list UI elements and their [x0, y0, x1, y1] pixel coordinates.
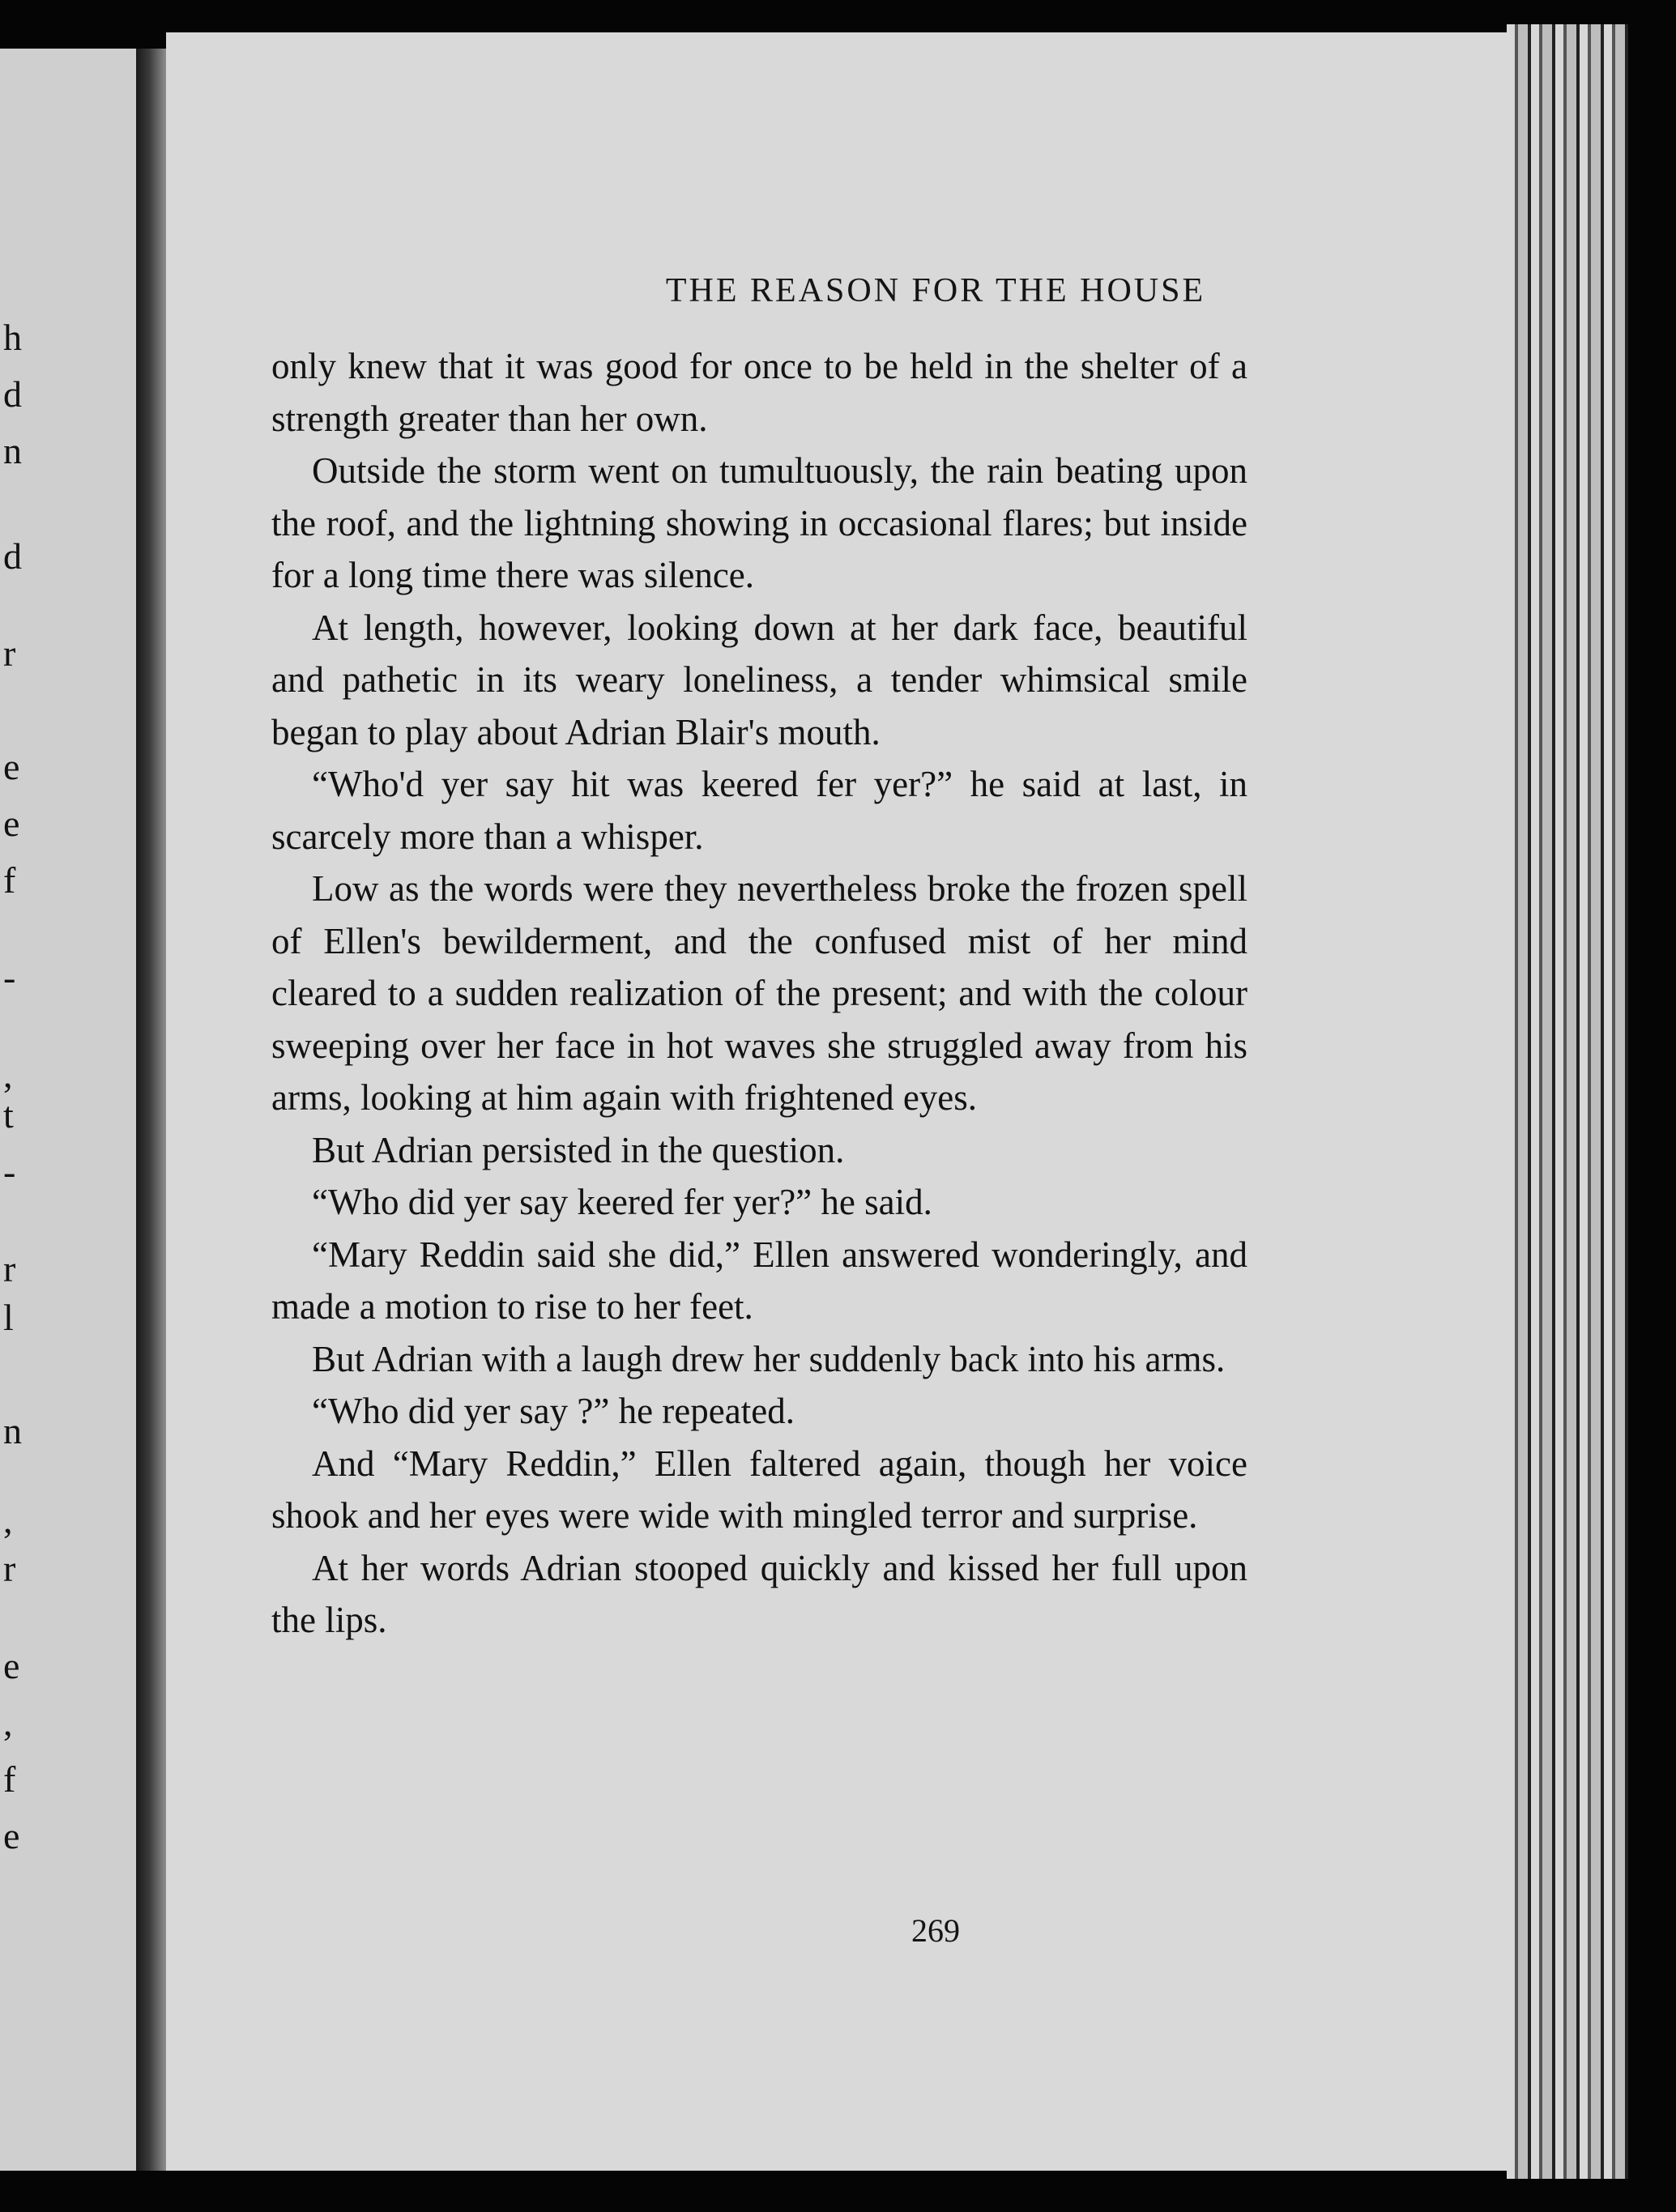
paragraph: And “Mary Reddin,” Ellen faltered again, though her voice shook and her eyes were wide with mingled terror and surprise.: [271, 1443, 1247, 1536]
facing-page-fragment: -: [3, 1151, 16, 1192]
facing-page-fragment: e: [3, 1815, 20, 1856]
book-page: [166, 32, 1511, 2171]
facing-page-fragment: e: [3, 803, 20, 844]
facing-page-fragment: n: [3, 430, 22, 471]
facing-page-fragment: f: [3, 859, 16, 901]
facing-page-fragment: h: [3, 317, 22, 358]
facing-page-fragment: n: [3, 1410, 22, 1451]
facing-page-fragment: e: [3, 746, 20, 787]
paragraph: “Mary Reddin said she did,” Ellen answered wonderingly, and made a motion to rise to her feet.: [271, 1234, 1247, 1327]
paragraph: only knew that it was good for once to be held in the shelter of a strength greater than her own.: [271, 346, 1247, 439]
book-gutter: [136, 49, 168, 2171]
facing-page-fragment: ,: [3, 1054, 13, 1095]
paragraph: “Who did yer say ?” he repeated.: [312, 1391, 795, 1431]
facing-page-fragment: f: [3, 1758, 16, 1800]
facing-page-text-fragments: [0, 49, 136, 2171]
facing-page-fragment: ,: [3, 1702, 13, 1743]
facing-page-fragment: t: [3, 1094, 14, 1136]
paragraph: Low as the words were they nevertheless broke the frozen spell of Ellen's bewilderment, and the confused mist of her mind cleared to a sudden realization of the present; and with the colour sweeping over her face in hot waves she struggled away from his arms, looking at him again with frightened eyes.: [271, 868, 1247, 1118]
paragraph: At length, however, looking down at her dark face, beautiful and pathetic in its weary loneliness, a tender whimsical smile began to play about Adrian Blair's mouth.: [271, 607, 1247, 752]
body-text: [271, 340, 1247, 1647]
facing-page-edge: [0, 49, 139, 2171]
paragraph: But Adrian persisted in the question.: [312, 1129, 845, 1170]
facing-page-fragment: l: [3, 1297, 14, 1338]
facing-page-fragment: r: [3, 633, 16, 674]
paragraph: At her words Adrian stooped quickly and kissed her full upon the lips.: [271, 1547, 1247, 1640]
paragraph: “Who'd yer say hit was keered fer yer?” he said at last, in scarcely more than a whisper.: [271, 764, 1247, 857]
facing-page-fragment: d: [3, 373, 22, 415]
facing-page-fragment: e: [3, 1645, 20, 1686]
page-stack-edges: [1507, 24, 1628, 2179]
facing-page-fragment: ,: [3, 1499, 13, 1541]
paragraph: “Who did yer say keered fer yer?” he said.: [312, 1182, 932, 1222]
paragraph: But Adrian with a laugh drew her suddenly back into his arms.: [312, 1338, 1226, 1379]
facing-page-fragment: d: [3, 535, 22, 577]
page-number: 269: [911, 1912, 960, 1949]
running-title: THE REASON FOR THE HOUSE: [665, 272, 1206, 309]
facing-page-fragment: r: [3, 1548, 16, 1589]
facing-page-fragment: -: [3, 957, 16, 998]
facing-page-fragment: r: [3, 1248, 16, 1289]
paragraph: Outside the storm went on tumultuously, the rain beating upon the roof, and the lightning showing in occasional flares; but inside for a long time there was silence.: [271, 450, 1247, 595]
